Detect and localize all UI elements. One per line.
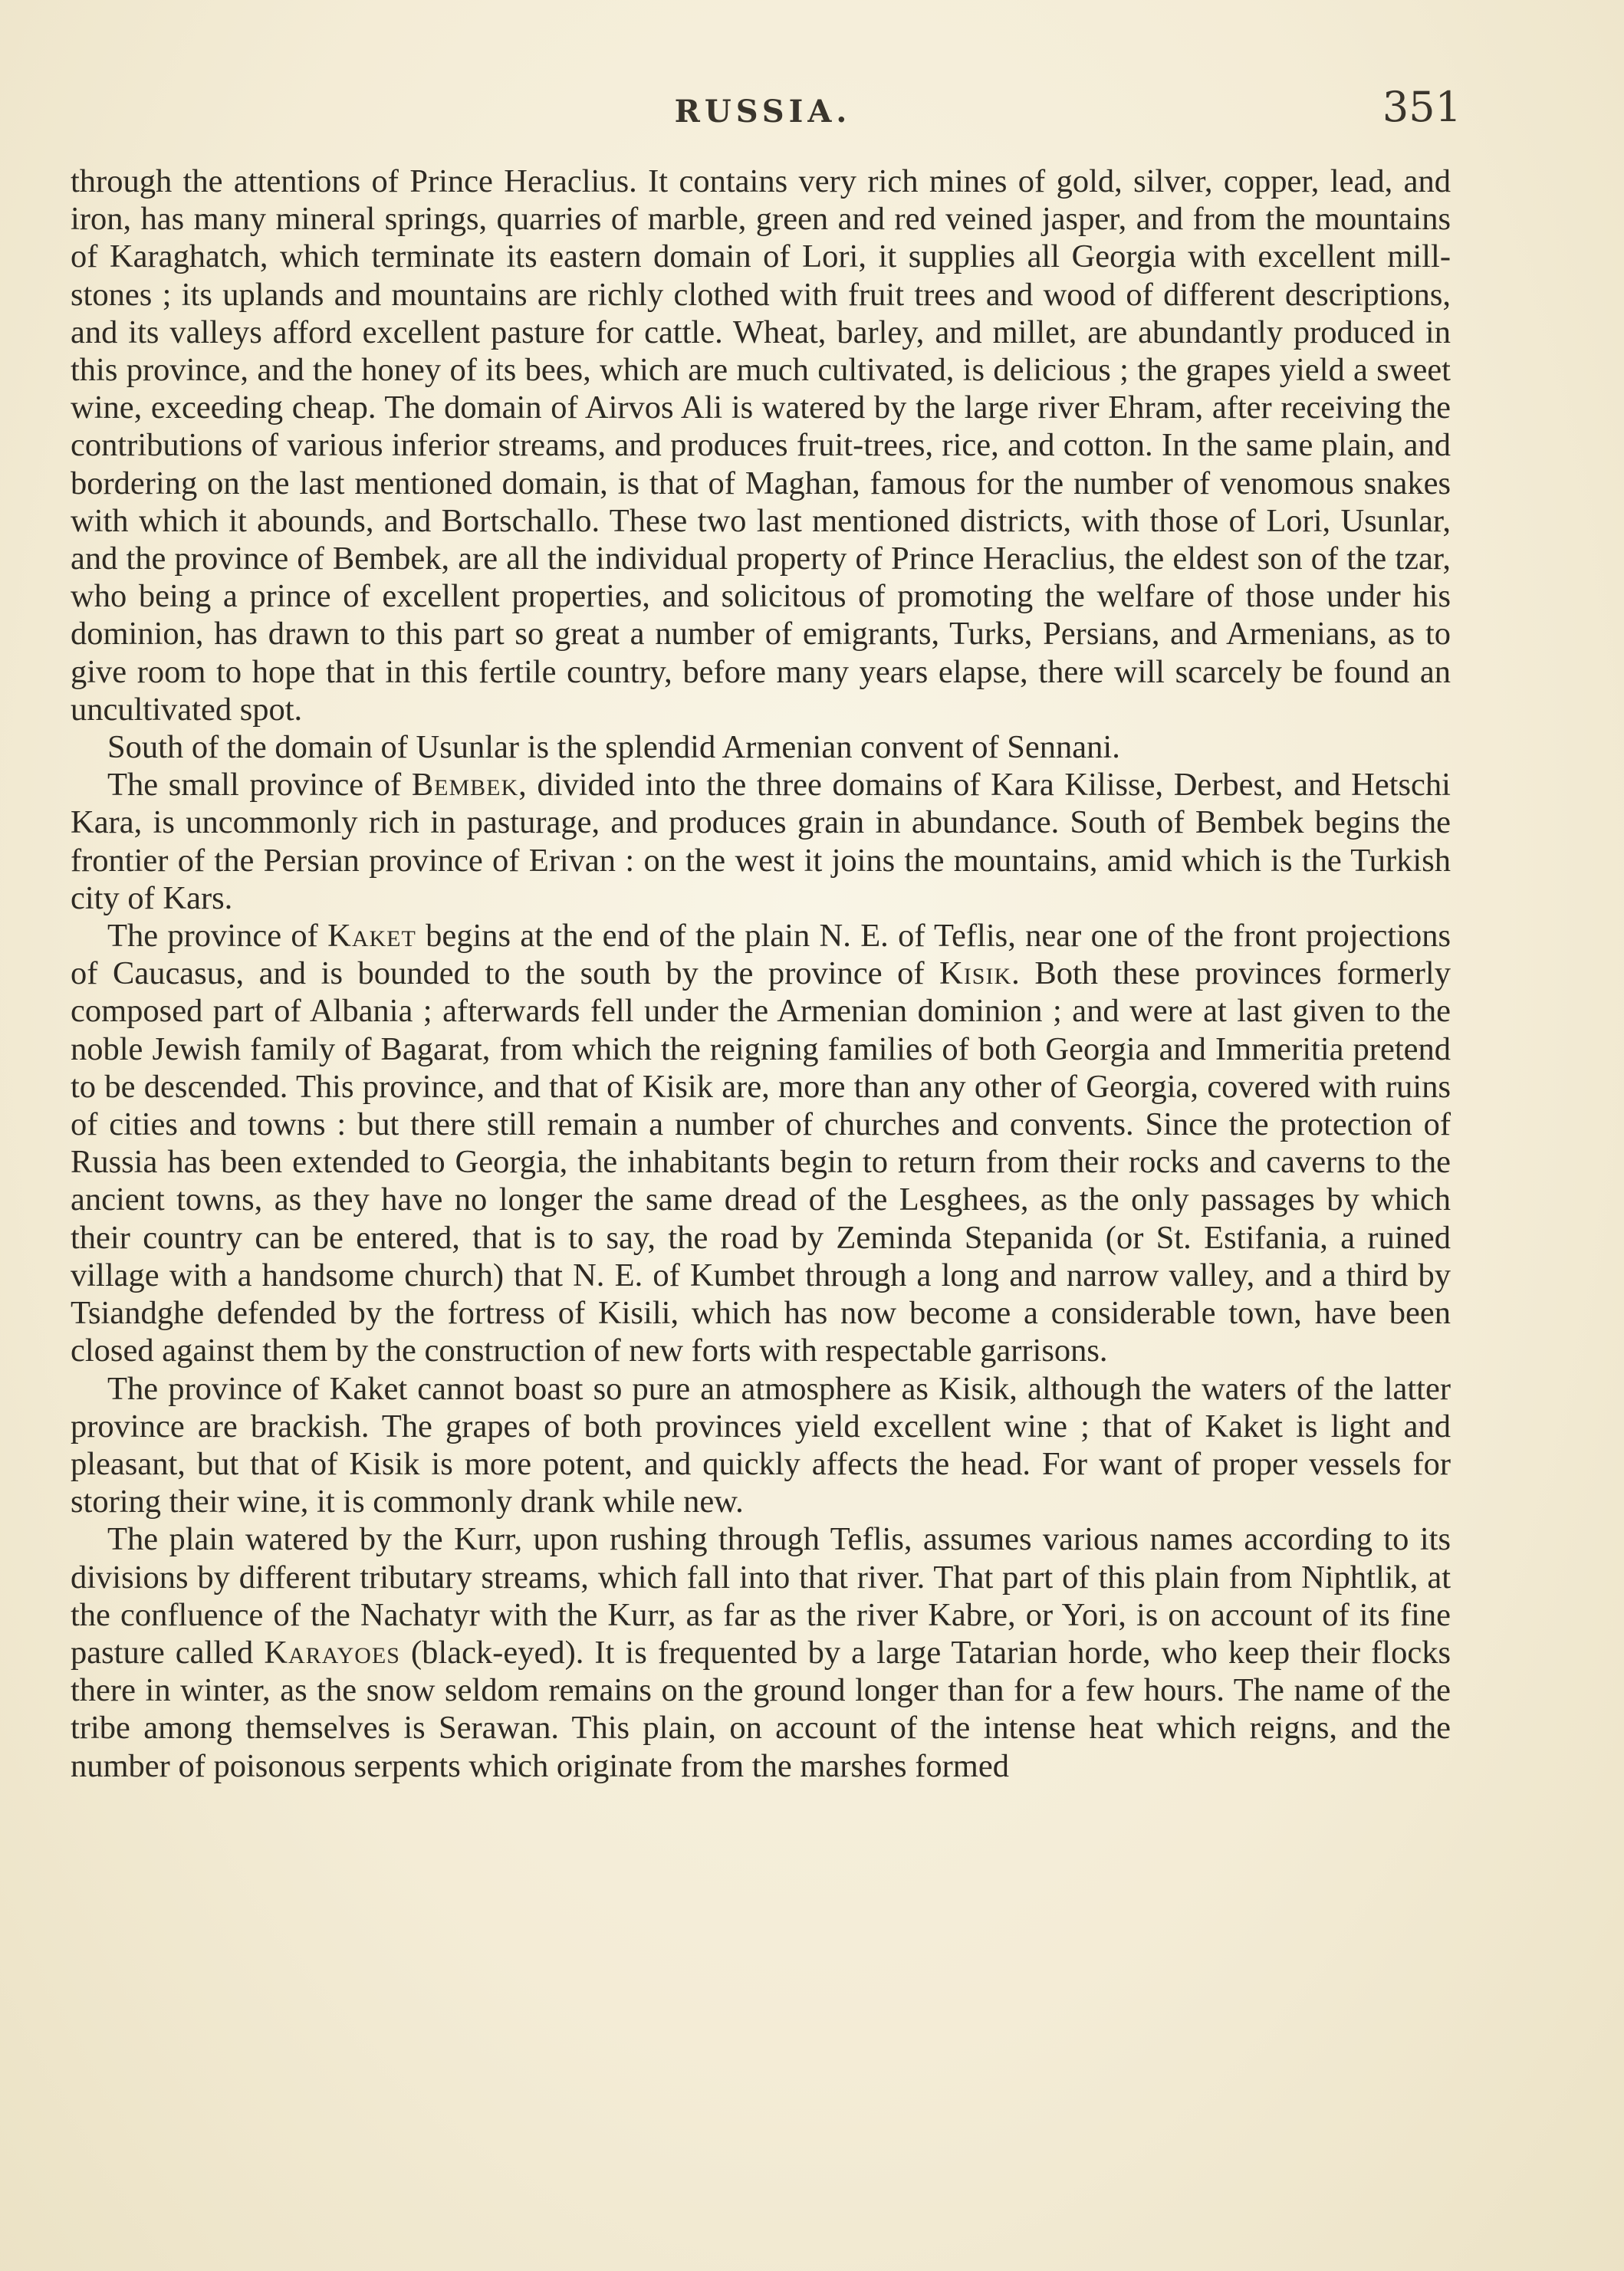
paragraph: [71, 917, 1451, 1369]
text-run: The small province of: [107, 767, 412, 804]
text-run: , divided into the three domains of Kara Kilisse, Derbest, and Hetschi Kara, is uncommonly rich in pasturage, and produces grain in abundance. South of Bembek begins the frontier of the Persian province of Erivan : on the west it joins the mountains, amid which is the Turkish city of Kars.: [71, 767, 1451, 916]
small-caps-term: Karayoes: [264, 1634, 400, 1671]
paragraph: [71, 728, 1451, 766]
paragraph: [71, 766, 1451, 917]
page-number: 351: [1382, 83, 1461, 131]
running-head-title: RUSSIA.: [674, 94, 852, 130]
paragraph: [71, 1370, 1451, 1521]
text-run: (black-eyed). It is frequented by a large Tatarian horde, who keep their flocks there in winter, as the snow seldom remains on the ground longer than for a few hours. The name of the tribe among themselves is Serawan. This plain, on account of the intense heat which reigns, and the number of poisonous serpents which originate from the marshes formed: [71, 1634, 1451, 1784]
small-caps-term: Kaket: [327, 918, 416, 955]
text-run: The plain watered by the Kurr, upon rushing through Teflis, assumes various names according to its divisions by different tributary streams, which fall into that river. That part of this plain from Niphtlik, at the confluence of the Nachatyr with the Kurr, as far as the river Kabre, or Yori, is on account of its fine pasture called: [71, 1521, 1451, 1671]
text-run: The province of: [107, 918, 328, 955]
text-run: begins at the end of the plain N. E. of Teflis, near one of the front projections of Caucasus, and is bounded to the south by the province of: [71, 918, 1451, 992]
text-run: South of the domain of Usunlar is the splendid Armenian convent of Sennani.: [107, 729, 1120, 766]
body-text: [71, 163, 1451, 1785]
running-head: [69, 83, 1461, 136]
text-run: . Both these provinces formerly composed part of Albania ; afterwards fell under the Armenian dominion ; and were at last given to the noble Jewish family of Bagarat, from which the reigning families of both Georgia and Immeritia pretend to be descended. This province, and that of Kisik are, more than any other of Georgia, covered with ruins of cities and towns : but there still remain a number of churches and convents. Since the protection of Russia has been extended to Georgia, the inhabitants begin to return from their rocks and caverns to the ancient towns, as they have no longer the same dread of the Lesghees, as the only passages by which their country can be entered, that is to say, the road by Zeminda Stepanida (or St. Estifania, a ruined village with a handsome church) that N. E. of Kumbet through a long and narrow valley, and a third by Tsiandghe defended by the fortress of Kisili, which has now become a considerable town, have been closed against them by the construction of new forts with respectable garrisons.: [71, 955, 1451, 1369]
small-caps-term: Bembek: [411, 767, 519, 804]
small-caps-term: Kisik: [939, 955, 1012, 992]
paragraph: [71, 1520, 1451, 1784]
text-run: The province of Kaket cannot boast so pure an atmosphere as Kisik, although the waters of the latter province are brackish. The grapes of both provinces yield excellent wine ; that of Kaket is light and pleasant, but that of Kisik is more potent, and quickly affects the head. For want of proper vessels for storing their wine, it is commonly drank while new.: [71, 1370, 1451, 1520]
text-run: through the attentions of Prince Heraclius. It contains very rich mines of gold, silver, copper, lead, and iron, has many mineral springs, quarries of marble, green and red veined jasper, and from the mountains of Karaghatch, which terminate its eastern domain of Lori, it supplies all Georgia with excellent mill-stones ; its uplands and mountains are richly clothed with fruit trees and wood of different descriptions, and its valleys afford excellent pasture for cattle. Wheat, barley, and millet, are abundantly produced in this province, and the honey of its bees, which are much cultivated, is delicious ; the grapes yield a sweet wine, exceeding cheap. The domain of Airvos Ali is watered by the large river Ehram, after receiving the contributions of various inferior streams, and produces fruit-trees, rice, and cotton. In the same plain, and bordering on the last mentioned domain, is that of Maghan, famous for the number of venomous snakes with which it abounds, and Bortschallo. These two last mentioned districts, with those of Lori, Usunlar, and the province of Bembek, are all the individual property of Prince Heraclius, the eldest son of the tzar, who being a prince of excellent properties, and solicitous of promoting the welfare of those under his dominion, has drawn to this part so great a number of emigrants, Turks, Persians, and Armenians, as to give room to hope that in this fertile country, before many years elapse, there will scarcely be found an uncultivated spot.: [71, 163, 1451, 728]
paragraph: [71, 163, 1451, 728]
